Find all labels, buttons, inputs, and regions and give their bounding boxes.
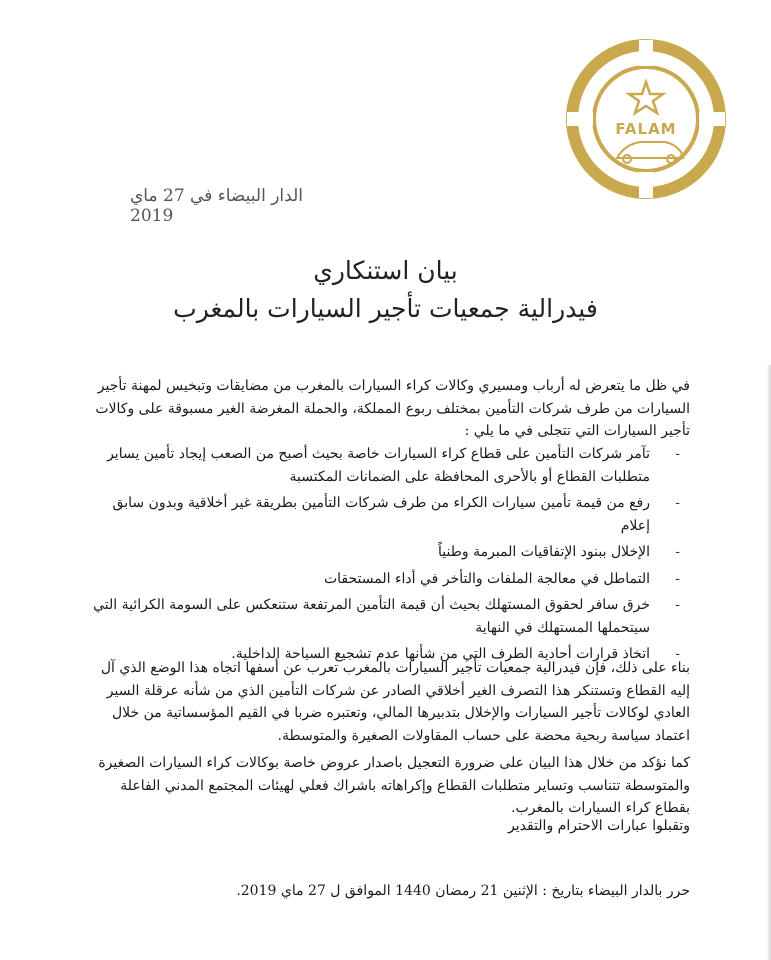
intro-paragraph: في ظل ما يتعرض له أرباب ومسيري وكالات كراء السيارات بالمغرب من مضايقات وتبخيس لمهنة تأجير السيارات من طرف شركات التأمين بمختلف ربوع المملكة، والحملة المغرضة الغير مسبوقة على وكالات تأجير السيارات التي تتجلى في ما يلي : [95,378,690,439]
logo-emblem-icon [565,38,727,200]
document-title: بيان استنكاري [313,256,458,285]
demand-paragraph: كما نؤكد من خلال هذا البيان على ضرورة التعجيل باصدار عروض خاصة بوكالات كراء السيارات الصغيرة والمتوسطة تتناسب وتساير متطلبات القطاع وإكراهاته باشراك فعلي لهيئات المجتمع المدني الفاعلة بقطاع كراء السيارات بالمغرب. [98,755,690,816]
signoff-line: حرر بالدار البيضاء بتاريخ : الإثنين 21 رمضان 1440 الموافق ل 27 ماي 2019. [236,883,690,899]
list-item: - اتخاذ قرارات أحادية الطرف التي من شأنها عدم تشجيع السياحة الداخلية. [82,643,690,666]
list-item: - الإخلال ببنود الإتفاقيات المبرمة وطنياً [82,541,690,564]
condemnation-paragraph: بناء على ذلك، فإن فيدرالية جمعيات تأجير السيارات بالمغرب تعرب عن أسفها اتجاه هذا الوضع الذي آل إليه القطاع وتستنكر هذا التصرف الغير أخلاقي الصادر عن شركات التأمين الذي من شأنه عرقلة السير العادي لوكالات تأجير السيارات والإخلال بتدبيرها المالي، وتعتبره ضربا في القيم المؤسساتية من خلال اعتماد سياسة ربحية محضة على حساب المقاولات الصغيرة والمتوسطة. [100,660,690,744]
document-subtitle: فيدرالية جمعيات تأجير السيارات بالمغرب [173,294,598,323]
list-item: - التماطل في معالجة الملفات والتأخر في أداء المستحقات [82,568,690,591]
list-item: - رفع من قيمة تأمين سيارات الكراء من طرف شركات التأمين بطريقة غير أخلاقية وبدون سابق إعلام [82,492,690,537]
document-date: الدار البيضاء في 27 ماي 2019 [130,186,303,226]
logo-text: FALAM [615,120,677,138]
grievance-list [82,443,690,670]
page-edge-shadow [766,365,771,960]
list-item: - خرق سافر لحقوق المستهلك بحيث أن قيمة التأمين المرتفعة ستنعكس على السومة الكرائية التي سيتحملها المستهلك في النهاية [82,594,690,639]
falam-logo [565,38,727,200]
list-item: - تآمر شركات التأمين على قطاع كراء السيارات خاصة بحيث أصبح من الصعب إيجاد تأمين يساير متطلبات القطاع أو بالأحرى المحافظة على الضمانات المكتسبة [82,443,690,488]
closing-line: وتقبلوا عبارات الاحترام والتقدير [508,818,690,834]
